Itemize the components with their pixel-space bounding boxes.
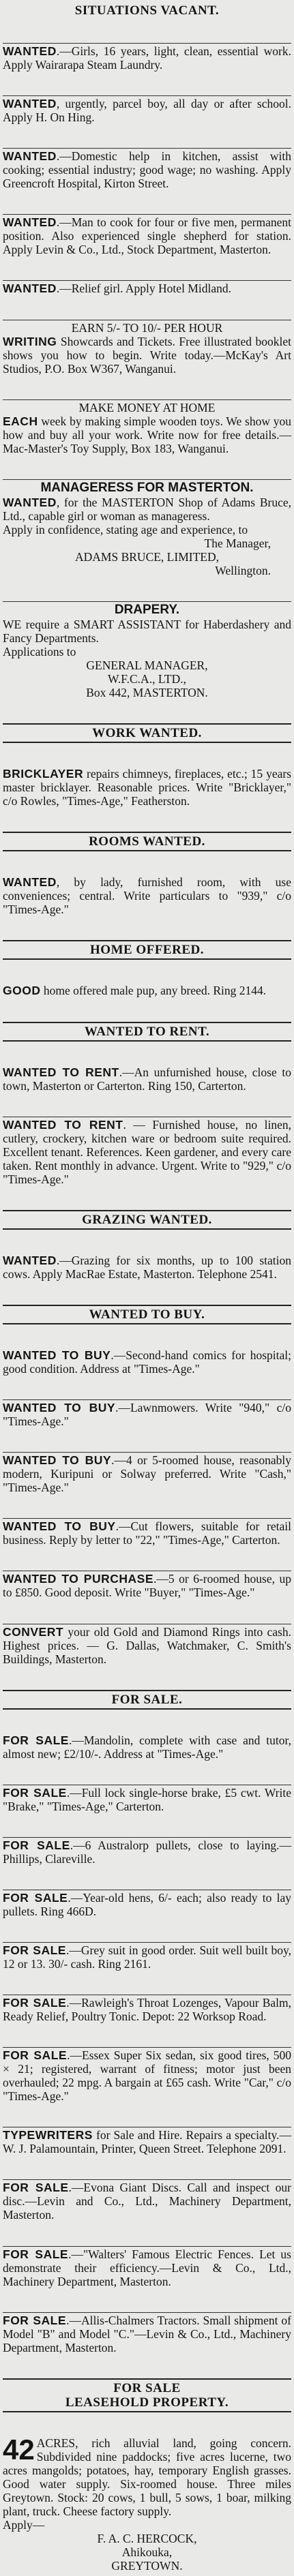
ad-wanted-relief-girl: WANTED.—Relief girl. Apply Hotel Midland. (3, 280, 291, 296)
ad-convert-gold: CONVERT your old Gold and Diamond Rings into cash. Highest prices. — G. Dallas, Watchmaker, C. Smith's Buildings, Masterton. (3, 1624, 291, 1666)
ad-manageress-title: MANAGERESS FOR MASTERTON. (40, 480, 254, 495)
ad-typewriters: TYPEWRITERS for Sale and Hire. Repairs a specialty.—W. J. Palamountain, Printer, Queen Street. Telephone 2091. (3, 2128, 291, 2156)
ad-grazing: WANTED.—Grazing for six months, up to 100 station cows. Apply MacRae Estate, Masterton. Telephone 2541. (3, 1253, 291, 1281)
section-heading-leasehold: FOR SALE LEASEHOLD PROPERTY. (3, 2378, 291, 2412)
ad-sale-brake: FOR SALE.—Full lock single-horse brake, £5 cwt. Write "Brake," "Times-Age," Carterton. (3, 1785, 291, 1813)
ad-earn-headline: EARN 5/- TO 10/- PER HOUR (71, 320, 223, 335)
section-heading-home-offered: HOME OFFERED. (3, 940, 291, 960)
ad-drapery: DRAPERY. WE require a SMART ASSISTANT for Haberdashery and Fancy Departments. Applications to GENERAL MANAGER, W.F.C.A., LTD., Box 442, MASTERTON. (3, 602, 291, 699)
ad-manageress-masterton: MANAGERESS FOR MASTERTON. WANTED, for the MASTERTON Shop of Adams Bruce, Ltd., capable girl or woman as manageress. Apply in confidence, stating age and experience, to The Manager, ADAMS BRUCE, LIMITED, Wellington. (3, 480, 291, 577)
ad-sale-tractors: FOR SALE.—Allis-Chalmers Tractors. Small shipment of Model "B" and Model "C."—Levin & Co., Ltd., Machinery Department, Masterton. (3, 2313, 291, 2354)
ad-make-money-at-home: MAKE MONEY AT HOME EACH week by making simple wooden toys. We show you how and buy all your work. Write now for free details.—Mac-Master's Toy Supply, Box 183, Wanganui. (3, 400, 291, 455)
section-heading-rooms-wanted: ROOMS WANTED. (3, 832, 291, 851)
ad-buy-house: WANTED TO BUY.—4 or 5-roomed house, reasonably modern, Kuripuni or Solway preferred. Write "Cash," "Times-Age." (3, 1453, 291, 1495)
ad-buy-lawnmowers: WANTED TO BUY.—Lawnmowers. Write "940," c/o "Times-Age." (3, 1401, 291, 1429)
section-heading-wanted-to-rent: WANTED TO RENT. (3, 1022, 291, 1042)
ad-sale-electric-fences: FOR SALE.—"Walters' Famous Electric Fences. Let us demonstrate their efficiency.—Levin & Co., Ltd., Machinery Department, Masterton. (3, 2247, 291, 2288)
ad-sale-grey-suit: FOR SALE.—Grey suit in good order. Suit well built boy, 12 or 13. 30/- cash. Ring 2161. (3, 1943, 291, 1971)
section-heading-situations-vacant: SITUATIONS VACANT. (74, 3, 220, 18)
ad-money-headline: MAKE MONEY AT HOME (78, 400, 216, 414)
ad-buy-cut-flowers: WANTED TO BUY.—Cut flowers, suitable for retail business. Reply by letter to "22," "Times-Age," Carterton. (3, 1519, 291, 1547)
ad-sale-evona-discs: FOR SALE.—Evona Giant Discs. Call and inspect our disc.—Levin and Co., Ltd., Machinery Department, Masterton. (3, 2181, 291, 2222)
ad-purchase-house: WANTED TO PURCHASE.—5 or 6-roomed house, up to £850. Good deposit. Write "Buyer," "Times-Age." (3, 1572, 291, 1600)
ad-sale-pullets: FOR SALE.—6 Australorp pullets, close to laying.—Phillips, Clareville. (3, 1838, 291, 1866)
ad-good-home-pup: GOOD home offered male pup, any breed. Ring 2144. (3, 984, 267, 998)
ad-rent-unfurnished-house: WANTED TO RENT.—An unfurnished house, close to town, Masterton or Carterton. Ring 150, Carterton. (3, 1065, 291, 1093)
section-heading-for-sale: FOR SALE. (3, 1690, 291, 1710)
ad-leasehold-42-acres: 42 ACRES, rich alluvial land, going concern. Subdivided nine paddocks; five acres lucerne, two acres mangolds; potatoes, hay, temporary English grasses. Good water supply. Six-roomed house. Three miles Greytown. Stock: 20 cows, 1 bull, 5 sows, 1 boar, milking plant, truck. Cheese factory supply. Apply— F. A. C. HERCOCK, Ahikouka, GREYTOWN. (3, 2433, 291, 2573)
ad-sale-hens: FOR SALE.—Year-old hens, 6/- each; also ready to lay pullets. Ring 466D. (3, 1891, 291, 1918)
ad-wanted-man-to-cook: WANTED.—Man to cook for four or five men, permanent position. Also experienced single shepherd for station. Apply Levin & Co., Ltd., Stock Department, Masterton. (3, 215, 291, 257)
ad-wanted-girls: WANTED.—Girls, 16 years, light, clean, essential work. Apply Wairarapa Steam Laundry. (3, 44, 291, 72)
section-heading-grazing-wanted: GRAZING WANTED. (3, 1210, 291, 1230)
ad-lease-number: 42 (3, 2433, 35, 2466)
section-heading-work-wanted: WORK WANTED. (3, 723, 291, 743)
ad-sale-essex-sedan: FOR SALE.—Essex Super Six sedan, six good tires, 500 × 21; registered, warrant of fitness; motor just been overhauled; 22 mpg. A bargain at £65 cash. Write "Car," c/o "Times-Age." (3, 2048, 291, 2104)
ad-drapery-title: DRAPERY. (114, 602, 180, 617)
ad-rent-furnished-house: WANTED TO RENT. — Furnished house, no linen, cutlery, crockery, kitchen ware or bedroom suite required. Excellent tenant. References. Keen gardener, and every care taken. Rent monthly in advance. Urgent. Write to "929," c/o "Times-Age." (3, 1117, 291, 1186)
ad-sale-mandolin: FOR SALE.—Mandolin, complete with case and tutor, almost new; £2/10/-. Address at "Times-Age." (3, 1733, 291, 1761)
ad-wanted-domestic-help: WANTED.—Domestic help in kitchen, assist with cooking; essential industry; good wage; no washing. Apply Greencroft Hospital, Kirton Street. (3, 149, 291, 191)
ad-wanted-parcel-boy: WANTED, urgently, parcel boy, all day or after school. Apply H. On Hing. (3, 97, 291, 125)
ad-bricklayer: BRICKLAYER repairs chimneys, fireplaces, etc.; 15 years master bricklayer. Reasonable prices. Write "Bricklayer," c/o Rowles, "Times-Age," Featherston. (3, 767, 291, 808)
section-heading-wanted-to-buy: WANTED TO BUY. (3, 1305, 291, 1324)
ad-buy-comics: WANTED TO BUY.—Second-hand comics for hospital; good condition. Address at "Times-Age." (3, 1348, 291, 1376)
ad-sale-rawleigh: FOR SALE.—Rawleigh's Throat Lozenges, Vapour Balm, Ready Relief, Poultry Tonic. Depot: 22 Worksop Road. (3, 1996, 291, 2024)
ad-earn-per-hour: EARN 5/- TO 10/- PER HOUR WRITING Showcards and Tickets. Free illustrated booklet shows you how to begin. Write today.—McKay's Art Studios, P.O. Box W367, Wanganui. (3, 320, 291, 376)
ad-lady-furnished-room: WANTED, by lady, furnished room, with use conveniences; central. Write particulars to "939," c/o "Times-Age." (3, 875, 291, 917)
